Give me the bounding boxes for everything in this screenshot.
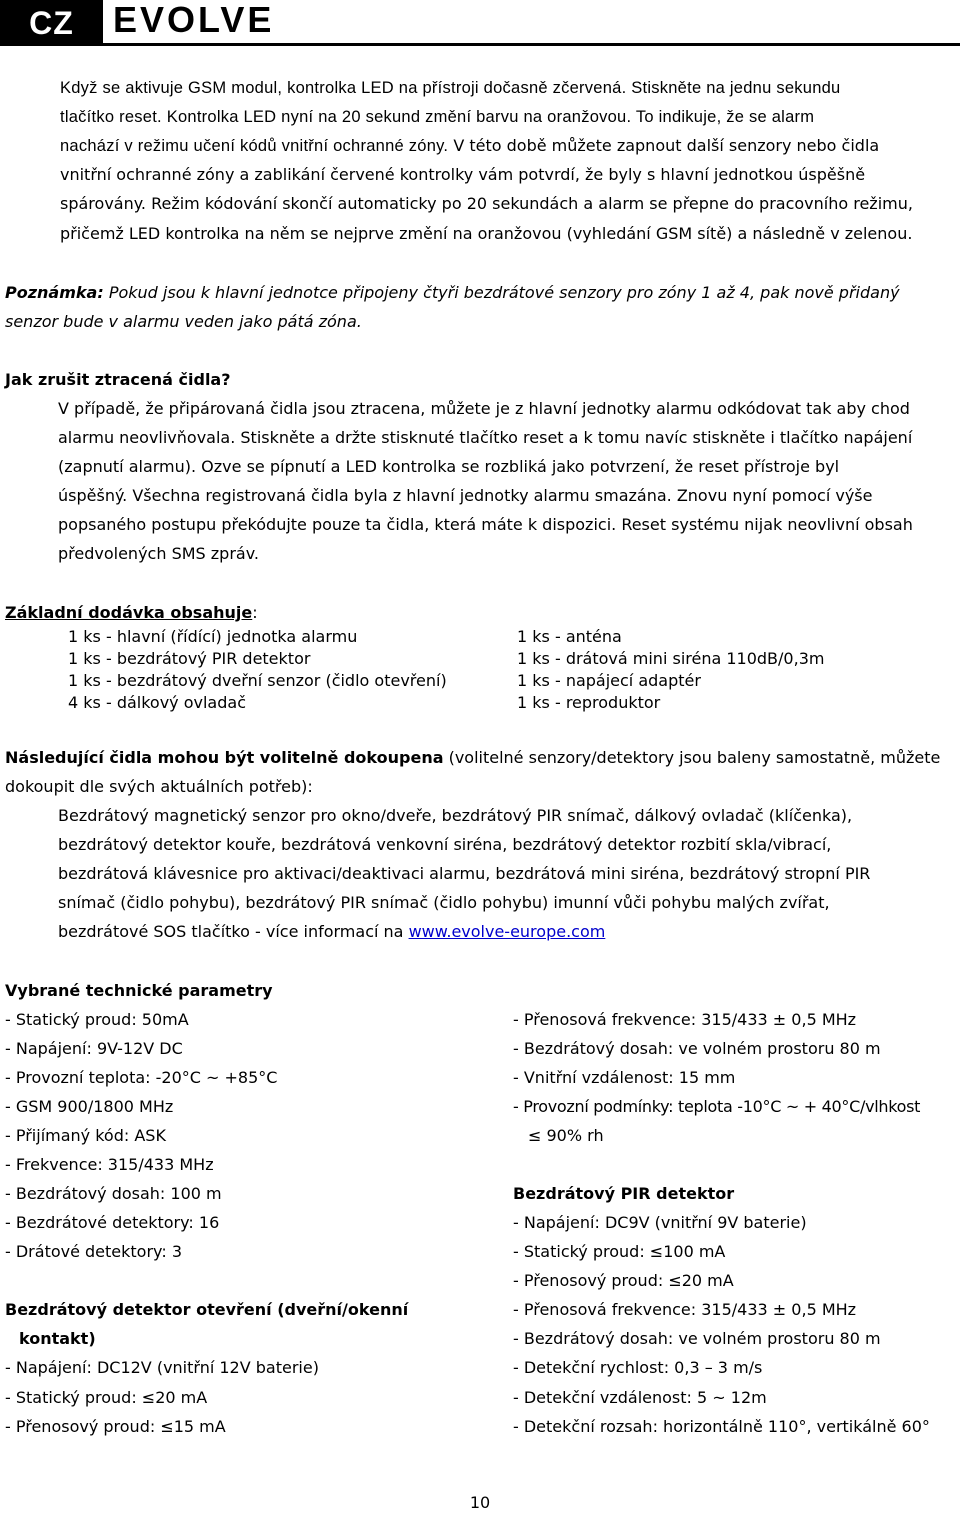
pir-item: - Detekční rozsah: horizontálně 110°, vertikálně 60° <box>513 1417 930 1436</box>
pir-item: - Statický proud: ≤100 mA <box>513 1242 726 1261</box>
intro-line-5b: Režim kódování skončí automaticky po 20 sekundách a alarm se přepne do pracovního režimu, <box>146 194 913 213</box>
package-item: 1 ks - bezdrátový dveřní senzor (čidlo otevření) <box>68 671 447 690</box>
brand-logo: EVOLVE <box>113 0 275 40</box>
package-item: 1 ks - drátová mini siréna 110dB/0,3m <box>517 649 825 668</box>
pir-item: - Detekční rychlost: 0,3 – 3 m/s <box>513 1358 763 1377</box>
pir-item: - Napájení: DC9V (vnitřní 9V baterie) <box>513 1213 807 1232</box>
intro-line-1: Když se aktivuje GSM modul, kontrolka LED na přístroji dočasně zčervená. Stiskněte na jednu sekundu <box>60 79 841 97</box>
note-line-1 <box>5 283 900 303</box>
spec-item: - Napájení: 9V-12V DC <box>5 1039 183 1058</box>
door-sensor-heading: Bezdrátový detektor otevření (dveřní/okenní <box>5 1300 409 1319</box>
door-sensor-item: - Přenosový proud: ≤15 mA <box>5 1417 226 1436</box>
note-label: Poznámka: <box>5 283 104 302</box>
package-item: 1 ks - anténa <box>517 627 622 646</box>
optional-heading: Následující čidla mohou být volitelně dokoupena <box>5 748 444 767</box>
lost-sensors-line: V případě, že připárovaná čidla jsou ztracena, můžete je z hlavní jednotky alarmu odkódovat tak aby chod <box>58 399 910 418</box>
lost-sensors-line: popsaného postupu překódujte pouze ta čidla, která máte k dispozici. Reset systému nijak neovlivní obsah <box>58 515 913 534</box>
page-number: 10 <box>469 1493 491 1512</box>
spec-item: - Bezdrátové detektory: 16 <box>5 1213 220 1232</box>
intro-line-5a: spárovány. <box>60 194 146 213</box>
intro-line-3b: V této době můžete zapnout další senzory nebo čidla <box>448 136 880 155</box>
spec-item: - Statický proud: 50mA <box>5 1010 189 1029</box>
evolve-website-link[interactable]: www.evolve-europe.com <box>408 922 606 941</box>
optional-intro: (volitelné senzory/detektory jsou baleny samostatně, můžete <box>443 748 941 767</box>
intro-line-5 <box>60 194 913 214</box>
note-line-2: senzor bude v alarmu veden jako pátá zóna. <box>5 312 362 331</box>
spec-item: - Přenosová frekvence: 315/433 ± 0,5 MHz <box>513 1010 857 1029</box>
spec-item: - Vnitřní vzdálenost: 15 mm <box>513 1068 736 1087</box>
package-item: 1 ks - bezdrátový PIR detektor <box>68 649 311 668</box>
spec-item: - Bezdrátový dosah: ve volném prostoru 80 m <box>513 1039 881 1058</box>
spec-item: - GSM 900/1800 MHz <box>5 1097 174 1116</box>
lost-sensors-line: (zapnutí alarmu). Ozve se pípnutí a LED kontrolka se rozbliká jako potvrzení, že reset přístroje byl <box>58 457 840 476</box>
optional-line-1 <box>5 748 940 768</box>
package-item: 1 ks - hlavní (řídící) jednotka alarmu <box>68 627 358 646</box>
optional-line-2: dokoupit dle svých aktuálních potřeb): <box>5 777 313 796</box>
package-item: 4 ks - dálkový ovladač <box>68 693 246 712</box>
lost-sensors-line: úspěšný. Všechna registrovaná čidla byla z hlavní jednotky alarmu smazána. Znovu nyní pomocí výše <box>58 486 873 505</box>
spec-item: - Drátové detektory: 3 <box>5 1242 183 1261</box>
intro-line-2: tlačítko reset. Kontrolka LED nyní na 20 sekund změní barvu na oranžovou. To indikuje, že se alarm <box>60 108 815 126</box>
optional-item-line: Bezdrátový magnetický senzor pro okno/dveře, bezdrátový PIR snímač, dálkový ovladač (klíčenka), <box>58 806 853 825</box>
optional-item-line: bezdrátový detektor kouře, bezdrátová venkovní siréna, bezdrátový detektor rozbití skla/vibrací, <box>58 835 832 854</box>
spec-item: - Přijímaný kód: ASK <box>5 1126 166 1145</box>
pir-heading: Bezdrátový PIR detektor <box>513 1184 735 1203</box>
pir-item: - Přenosový proud: ≤20 mA <box>513 1271 734 1290</box>
spec-item: - Frekvence: 315/433 MHz <box>5 1155 214 1174</box>
note-text-1: Pokud jsou k hlavní jednotce připojeny čtyři bezdrátové senzory pro zóny 1 až 4, pak nově přidaný <box>103 283 900 302</box>
spec-item: ≤ 90% rh <box>528 1126 604 1145</box>
optional-item-line: snímač (čidlo pohybu), bezdrátový PIR snímač (čidlo pohybu) imunní vůči pohybu malých zvířat, <box>58 893 830 912</box>
optional-last-text: bezdrátové SOS tlačítko - více informací na <box>58 922 409 941</box>
package-item: 1 ks - reproduktor <box>517 693 661 712</box>
package-heading-colon: : <box>252 603 258 622</box>
spec-item: - Bezdrátový dosah: 100 m <box>5 1184 222 1203</box>
optional-item-line: bezdrátová klávesnice pro aktivaci/deaktivaci alarmu, bezdrátová mini siréna, bezdrátový stropní PIR <box>58 864 871 883</box>
page-header <box>0 0 960 46</box>
package-item: 1 ks - napájecí adaptér <box>517 671 701 690</box>
pir-item: - Detekční vzdálenost: 5 ~ 12m <box>513 1388 767 1407</box>
spec-item: - Provozní podmínky: teplota -10°C ~ + 40°C/vlhkost <box>513 1097 921 1116</box>
door-sensor-item: - Statický proud: ≤20 mA <box>5 1388 208 1407</box>
pir-item: - Přenosová frekvence: 315/433 ± 0,5 MHz <box>513 1300 857 1319</box>
lost-sensors-line: alarmu neovlivňovala. Stiskněte a držte stisknuté tlačítko reset a k tomu navíc stiskněte i tlačítko napájení <box>58 428 913 447</box>
package-heading <box>5 603 258 623</box>
intro-line-6: přičemž LED kontrolka na něm se nejprve změní na oranžovou (vyhledání GSM sítě) a následně v zelenou. <box>60 224 913 243</box>
intro-line-3 <box>60 136 879 156</box>
optional-last-line <box>58 922 605 942</box>
door-sensor-item: - Napájení: DC12V (vnitřní 12V baterie) <box>5 1358 319 1377</box>
language-badge: CZ <box>0 0 103 46</box>
lost-sensors-heading: Jak zrušit ztracená čidla? <box>5 370 231 389</box>
spec-item: - Provozní teplota: -20°C ~ +85°C <box>5 1068 278 1087</box>
package-heading-text: Základní dodávka obsahuje <box>5 603 253 622</box>
header-rule <box>103 43 960 46</box>
intro-line-3a: nachází v režimu učení kódů vnitřní ochranné zóny. <box>60 137 449 155</box>
pir-item: - Bezdrátový dosah: ve volném prostoru 80 m <box>513 1329 881 1348</box>
specs-heading: Vybrané technické parametry <box>5 981 273 1000</box>
intro-line-4: vnitřní ochranné zóny a zablikání červené kontrolky vám potvrdí, že byly s hlavní jednotkou úspěšně <box>60 165 866 184</box>
door-sensor-heading-cont: kontakt) <box>19 1329 96 1348</box>
lost-sensors-line: předvolených SMS zpráv. <box>58 544 260 563</box>
